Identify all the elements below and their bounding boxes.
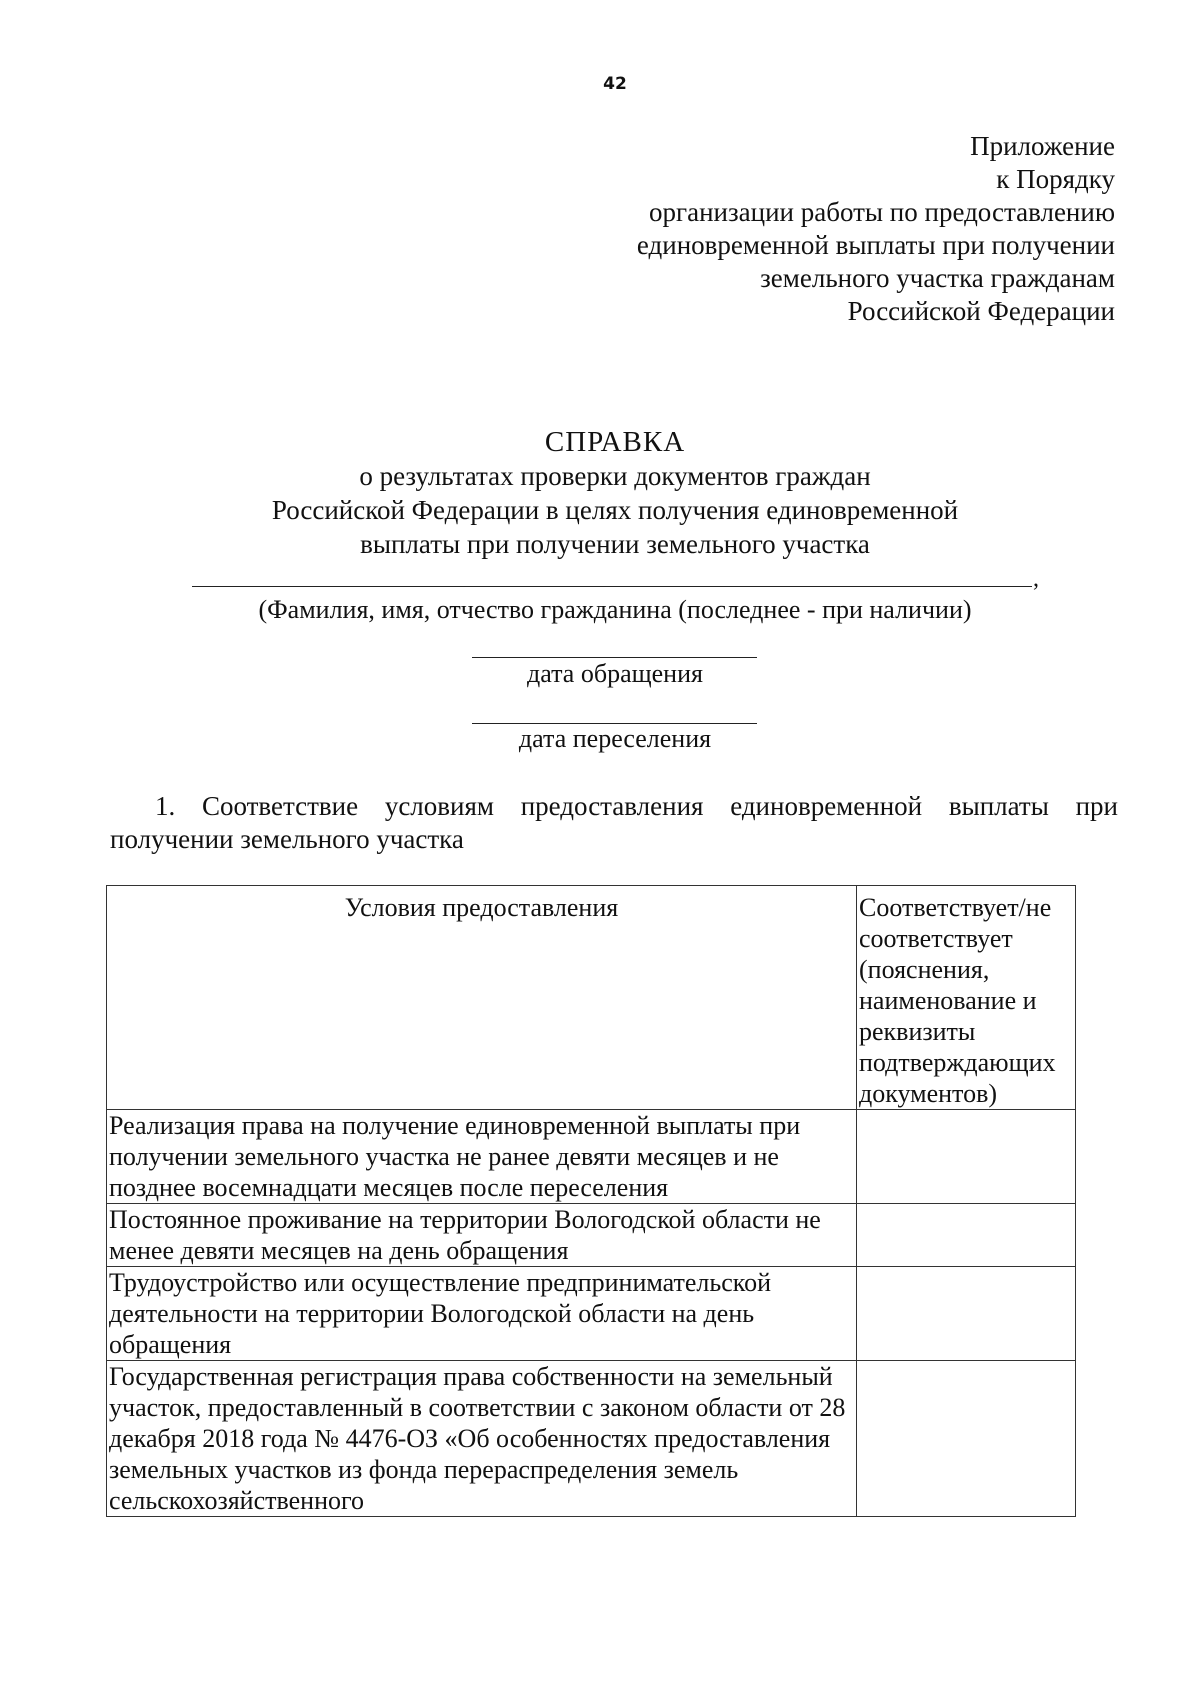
- table-row: [107, 1361, 1076, 1517]
- status-cell: [857, 1110, 1076, 1204]
- appendix-line: единовременной выплаты при получении: [636, 230, 1115, 260]
- condition-cell: Постоянное проживание на территории Вологодской области не менее девяти месяцев на день обращения: [107, 1204, 857, 1267]
- column-header-compliance: Соответствует/не соответствует (пояснения, наименование и реквизиты подтверждающих документов): [857, 886, 1076, 1110]
- appendix-line: организации работы по предоставлению: [649, 197, 1115, 227]
- appendix-header: [515, 130, 1115, 328]
- section-1-heading: 1. Соответствие условиям предоставления единовременной выплаты при получении земельного участка: [110, 791, 1118, 854]
- document-title-block: [0, 425, 1200, 561]
- status-cell: [857, 1267, 1076, 1361]
- relocation-date-caption: дата переселения: [518, 724, 712, 753]
- column-header-conditions: Условия предоставления: [107, 886, 857, 1110]
- appendix-line: земельного участка гражданам: [760, 263, 1115, 293]
- status-cell: [857, 1204, 1076, 1267]
- appendix-line: Приложение: [970, 131, 1115, 161]
- fio-caption: (Фамилия, имя, отчество гражданина (последнее - при наличии): [258, 595, 972, 624]
- appendix-line: Российской Федерации: [847, 296, 1115, 326]
- appendix-line: к Порядку: [996, 164, 1115, 194]
- condition-cell: Трудоустройство или осуществление предпринимательской деятельности на территории Вологодской области на день обращения: [107, 1267, 857, 1361]
- table-row: [107, 1267, 1076, 1361]
- document-title: СПРАВКА: [544, 426, 686, 458]
- table-row: [107, 1204, 1076, 1267]
- request-date-blank-line: [472, 657, 757, 658]
- document-subtitle-line: о результатах проверки документов граждан: [359, 461, 871, 491]
- document-subtitle-line: выплаты при получении земельного участка: [360, 529, 870, 559]
- request-date-caption: дата обращения: [527, 659, 703, 688]
- conditions-table: [106, 885, 1076, 1517]
- page-number: 42: [603, 74, 627, 94]
- table-header-row: [107, 886, 1076, 1110]
- table-row: [107, 1110, 1076, 1204]
- condition-cell: Государственная регистрация права собственности на земельный участок, предоставленный в соответствии с законом области от 28 декабря 2018 года № 4476-ОЗ «Об особенностях предоставления земельных участков из фонда перераспределения земель сельскохозяйственного: [107, 1361, 857, 1517]
- status-cell: [857, 1361, 1076, 1517]
- fio-blank-line: [192, 586, 1032, 587]
- condition-cell: Реализация права на получение единовременной выплаты при получении земельного участка не ранее девяти месяцев и не позднее восемнадцати месяцев после переселения: [107, 1110, 857, 1204]
- fio-comma: ,: [1033, 566, 1039, 592]
- document-subtitle-line: Российской Федерации в целях получения единовременной: [271, 495, 959, 525]
